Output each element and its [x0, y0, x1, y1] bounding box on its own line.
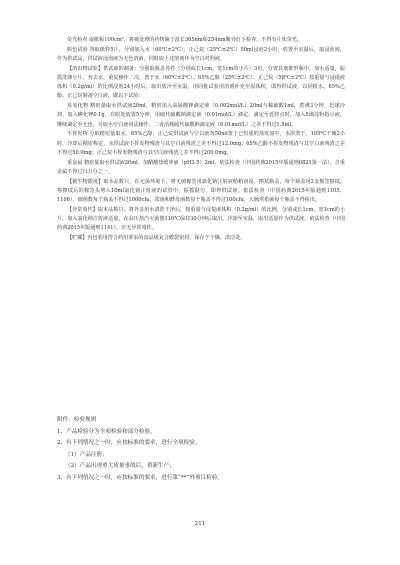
attachment-section [57, 415, 345, 485]
attachment-line: （1）产品注册； [65, 451, 108, 458]
attachment-title: 附件：检验规则 [57, 417, 97, 423]
paragraph-toxicity: 【异常毒性】取本品数只，将外盖用水清洗干净后，按重量与浸提液体积（0.2g/ml）的比例，分别或长1cm，宽1cm的小片，加入氯化钠注射液适量，在高压蒸汽灭菌器110℃保持30分钟后取出，冷却至室温，取出适量作为供试液，依法检查（中国药典2015年版通则1141），应无异常毒性。 [57, 206, 345, 232]
paragraph-oxidizable: 易氧化物 精密量取水供试液20ml，精密加入高锰酸钾滴定液（0.002mol/L）20ml与稀硫酸1ml，煮沸3分钟，迅速冷却，加入碘化钾0.1g，在暗处放置5分钟，用硫代硫酸钠滴定液（0.01mol/L）滴定，滴定至近终点时，加入5滴淀粉指示液，继续滴定至无色，另取水空白液同法操作，二者消耗硫代硫酸钠滴定液（0.01mol/L）之差不得过1.5ml。 [57, 103, 345, 128]
attachment-line: 3、有下列情况之一时，应按标准的要求，进行第“**”外项目检验。 [57, 474, 223, 481]
paragraph-heavy-metal: 重金属 精密量取水供试液20ml，加醋酸盐缓冲液（pH3.5）2ml，依法检查（中国药典2015年版通则0821第一法），含重金属不得过百万分之一。 [57, 159, 345, 175]
page-number: 211 [194, 521, 206, 527]
paragraph-microbial: 【微生物限度】取本品数只，在无菌环境下，将无菌棉签用氯化钠注射液稍稍润湿，擦拭瓶盖，每个瓶盖用2支棉签擦拭，将擦拭后的棉签头剪入10ml氯化钠注射液的试管中，振摇混匀，即得供试液。依法检查（中国药典2015年版通则1105、1106），细菌数每个瓶盖不得过1000cfu，霉菌和酵母菌数每个瓶盖不得过100cfu，大肠埃希菌每个瓶盖不得检出。 [57, 178, 345, 204]
paragraph-decolor: 脱色试验 各取纸样5片，分别加入水（60℃±2℃）、正己烷（25℃±2℃）50ml浸泡2小时，放置至室温后，取浸泡液，作为供试品，供试液浸泡液为无色溶液，同时取上述溶剂作为空白对照液。 [57, 46, 345, 62]
attachment-line: 1、产品检验分为全项检验和部分检验。 [57, 428, 156, 435]
paragraph-extractables: 【溶出物试验】供试液的制备：分别取瓶盖各件（分别或长1cm，宽1cm的小片）3份，分置具塞锥形瓶中，加水适量，振摇洗涤小片，弃去水，重复操作二次，置于水（60℃±2℃）、65%乙醇（25℃±2℃）、正己烷（58℃±2℃）按重量与浸提液体积（0.2g/ml）的比例浸泡24小时后，取出放冷至室温，用同批试验用溶剂补充至原体积，即得供试液，以同批水、65%乙醇、正己烷制备空白液，做以下试验： [57, 65, 345, 100]
paragraph-nonvolatile: 不挥发物 分取精密量取水、65%乙醇、正己烷供试液与空白液各50ml置于已恒重的蒸发皿中，水浴蒸干，105℃干燥2小时，冷却后精密称定，水供试液不挥发物残渣与其空白液残渣之差不得过12.0mg；65%乙醇不挥发物残渣与其空白液残渣之差不得过50.0mg；正己烷不挥发物残渣与其空白液残渣之差不得过200.0mg。 [57, 131, 345, 156]
paragraph-storage: 【贮藏】内包装用符合药用要求的食品级复合膜袋密封，保存于干燥、清洁处。 [67, 235, 246, 242]
body-text [57, 36, 345, 244]
paragraph-fluorescence: 荧光检查 取纸板100cm²，将被处理的药物铺于波长365nm和254nm紫外灯下检查，不得有片状荧光。 [67, 37, 303, 43]
attachment-line: 2、有下列情况之一时，应按标准的要求，进行全项检验。 [57, 440, 201, 447]
attachment-line: （2）产品出现重大质量事故后，重新生产； [65, 463, 175, 470]
